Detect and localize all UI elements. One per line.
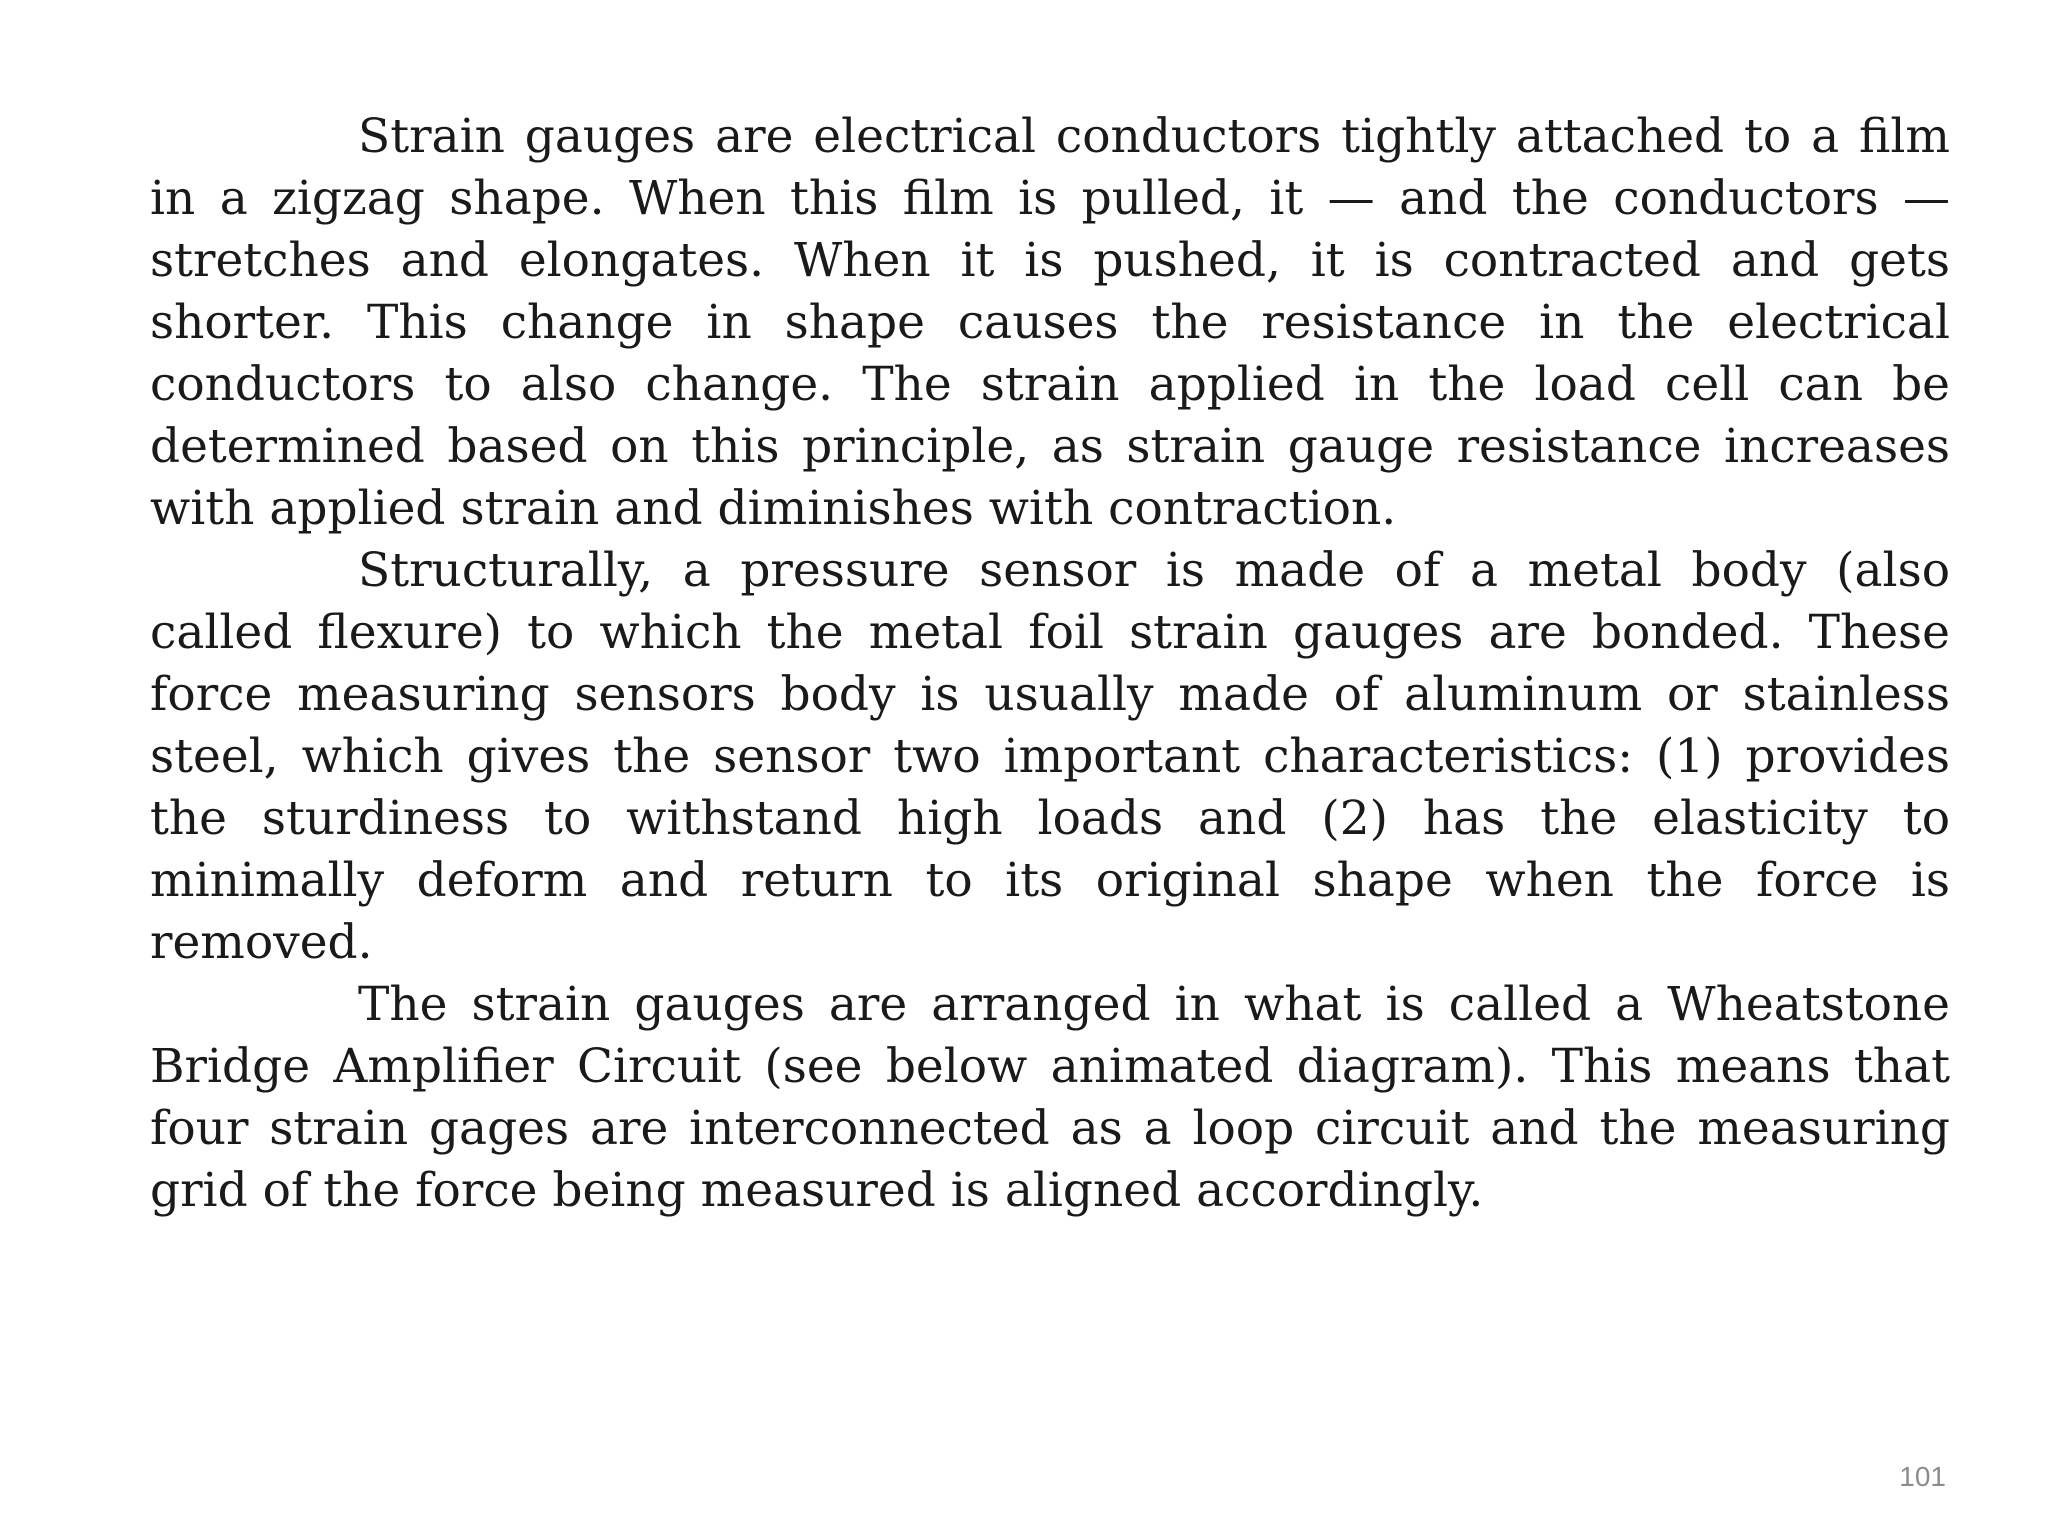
- paragraph-pressure-sensor-structure: Structurally, a pressure sensor is made of a metal body (also called flexure) to which the metal foil strain gauges are bonded. These force measuring sensors body is usually made of aluminum or stainless steel, which gives the sensor two important characteristics: (1) provides the sturdiness to withstand high loads and (2) has the elasticity to minimally deform and return to its original shape when the force is removed.: [150, 543, 1950, 970]
- body-text: [150, 106, 1950, 1222]
- paragraph-strain-gauges: Strain gauges are electrical conductors tightly attached to a film in a zigzag shape. When this film is pulled, it — and the conductors — stretches and elongates. When it is pushed, it is contracted and gets shorter. This change in shape causes the resistance in the electrical conductors to also change. The strain applied in the load cell can be determined based on this principle, as strain gauge resistance increases with applied strain and diminishes with contraction.: [150, 109, 1950, 536]
- page-number: 101: [1899, 1461, 1946, 1492]
- paragraph-wheatstone-bridge: The strain gauges are arranged in what is called a Wheatstone Bridge Amplifier Circuit (see below animated diagram). This means that four strain gages are interconnected as a loop circuit and the measuring grid of the force being measured is aligned accordingly.: [150, 977, 1950, 1218]
